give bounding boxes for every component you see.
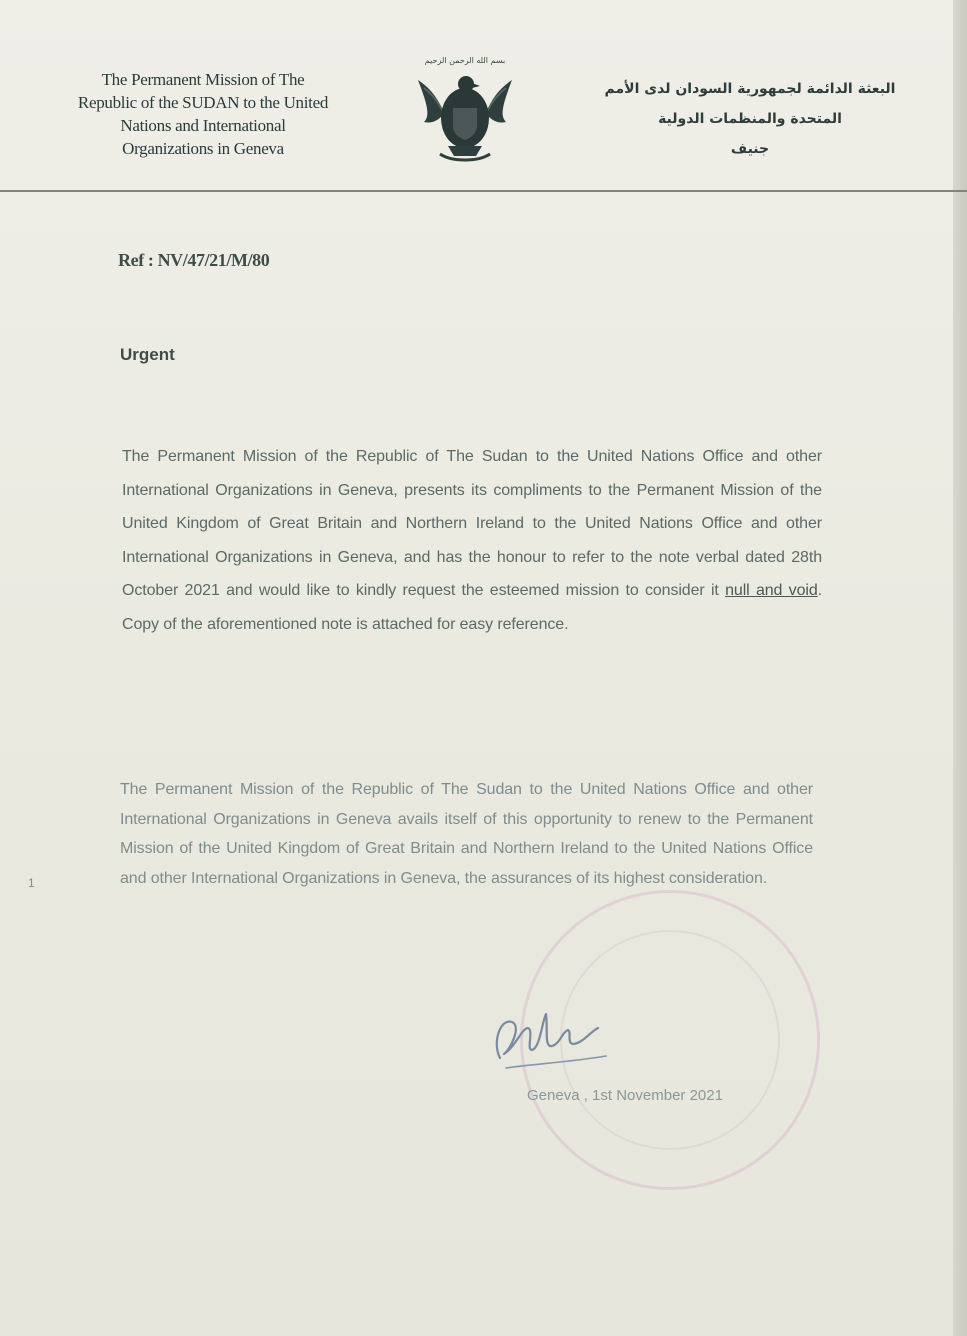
reference-number: Ref : NV/47/21/M/80: [118, 250, 270, 270]
paragraph-1-text-end: . Copy of the aforementioned note is attached for easy reference.: [122, 582, 822, 633]
signature-icon: [482, 988, 622, 1078]
letterhead-english: [28, 68, 378, 160]
letterhead-english-line: Republic of the SUDAN to the United: [77, 93, 329, 112]
sudan-emblem-icon: [410, 58, 520, 168]
letterhead: [0, 0, 967, 192]
letterhead-arabic-line: جنيف: [730, 141, 770, 157]
letterhead-arabic: [560, 74, 940, 164]
emblem-caption: بسم الله الرحمن الرحيم: [424, 56, 506, 65]
body-paragraph-1: [122, 440, 822, 641]
letterhead-arabic-line: المتحدة والمنظمات الدولية: [658, 111, 842, 127]
letterhead-divider: [0, 190, 967, 192]
letterhead-english-line: Organizations in Geneva: [122, 139, 284, 158]
paragraph-1-text: The Permanent Mission of the Republic of The Sudan to the United Nations Office and other International Organizations in Geneva, presents its compliments to the Permanent Mission of the United Kingdom of Great Britain and Northern Ireland to the United Nations Office and other International Organizations in Geneva, and has the honour to refer to the note verbal dated 28th October 2021 and would like to kindly request the esteemed mission to consider it: [122, 448, 822, 599]
letterhead-english-line: Nations and International: [120, 116, 286, 135]
urgent-label: Urgent: [120, 345, 175, 364]
date-line: Geneva , 1st November 2021: [527, 1087, 723, 1104]
margin-mark: 1: [28, 876, 35, 890]
null-and-void-emphasis: null and void: [725, 582, 818, 599]
letterhead-arabic-line: البعثة الدائمة لجمهورية السودان لدى الأمم: [604, 81, 896, 97]
letterhead-english-line: The Permanent Mission of The: [101, 70, 305, 89]
page-edge-shadow: [953, 0, 967, 1336]
body-paragraph-2: The Permanent Mission of the Republic of The Sudan to the United Nations Office and other International Organizations in Geneva avails itself of this opportunity to renew to the Permanent Mission of the United Kingdom of Great Britain and Northern Ireland to the United Nations Office and other International Organizations in Geneva, the assurances of its highest consideration.: [120, 781, 813, 887]
